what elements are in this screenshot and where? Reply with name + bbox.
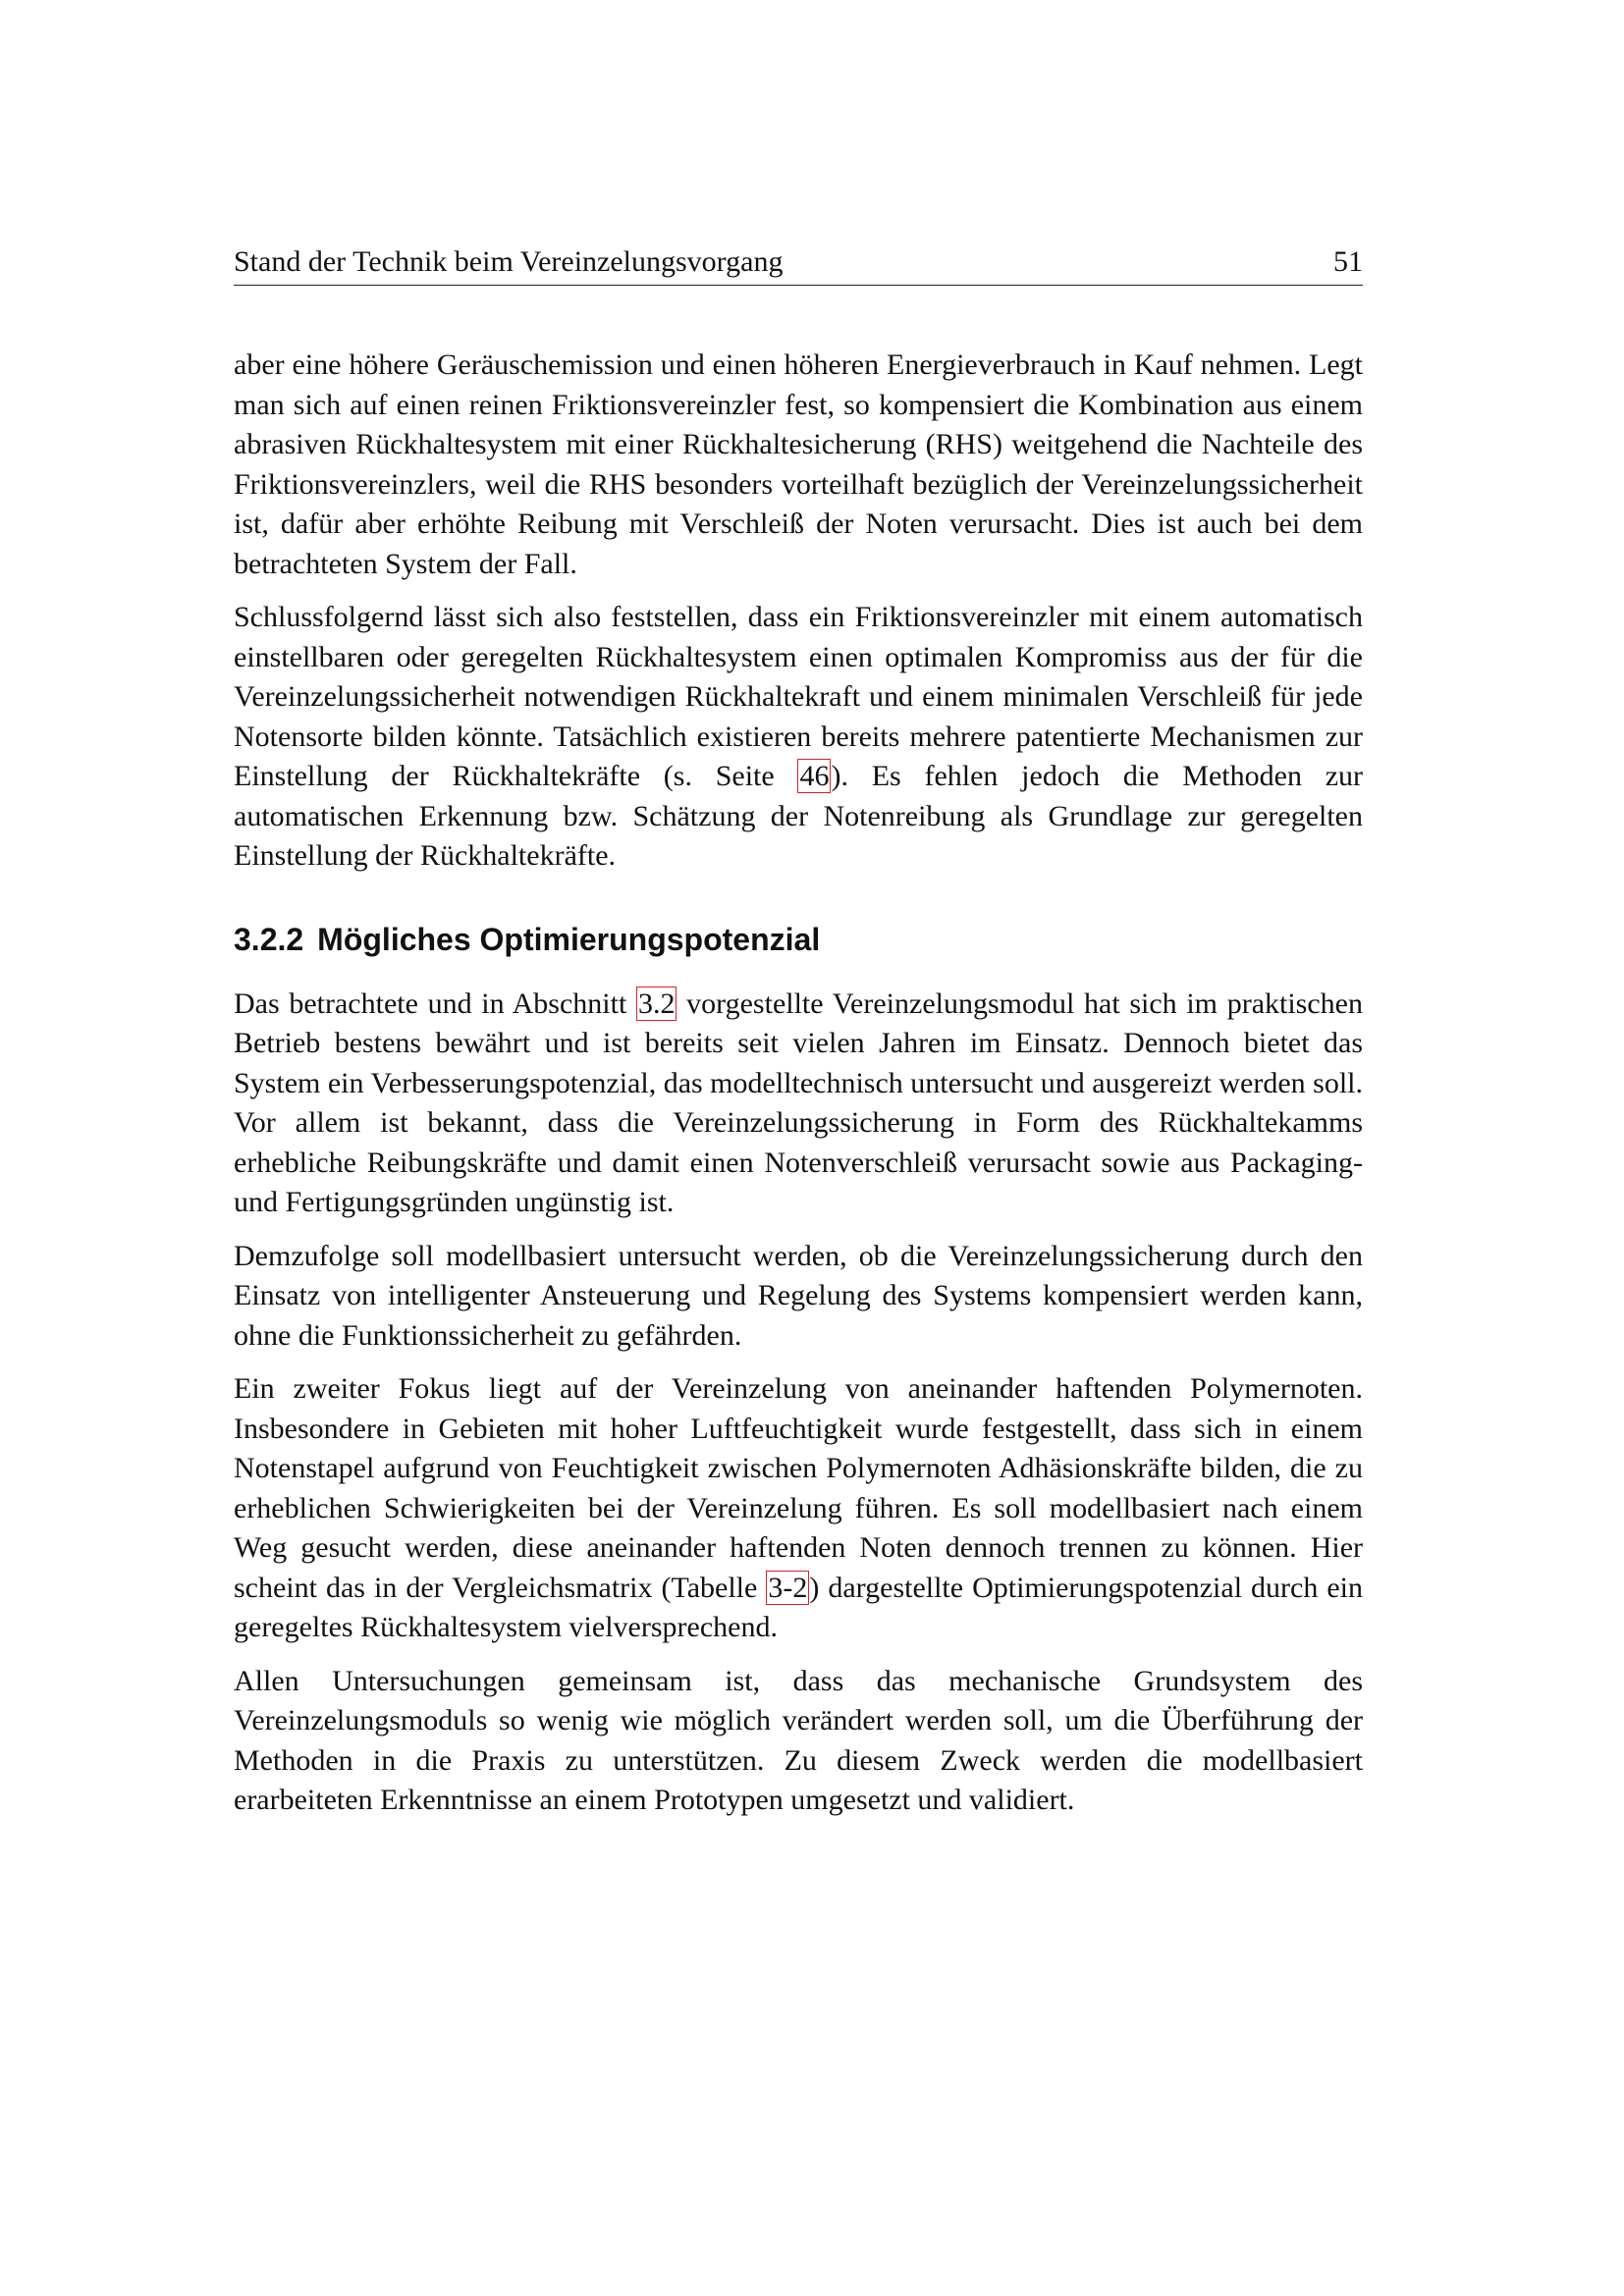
table-reference-link[interactable]: 3-2 xyxy=(768,1571,808,1604)
paragraph-2-text-b: ). Es fehlen jedoch die Methoden zur automatischen Erkennung bzw. Schätzung der Notenreibung als Grundlage zur geregelten Einstellung der Rückhaltekräfte. xyxy=(234,760,1364,872)
paragraph-6: Allen Untersuchungen gemeinsam ist, dass das mechanische Grundsystem des Vereinzelungsmoduls so wenig wie möglich verändert werden soll, um die Überführung der Methoden in die Praxis zu unterstützen. Zu diesem Zweck werden die modellbasiert erarbeiteten Erkenntnisse an einem Prototypen umgesetzt und validiert. xyxy=(234,1664,1363,1816)
paragraph-5 xyxy=(234,1369,1363,1648)
section-heading xyxy=(234,920,1363,959)
paragraph-1: aber eine höhere Geräuschemission und einen höheren Energieverbrauch in Kauf nehmen. Legt man sich auf einen reinen Friktionsvereinzler fest, so kompensiert die Kombination aus einem abrasiven Rückhaltesystem mit einer Rückhaltesicherung (RHS) weitgehend die Nachteile des Friktionsvereinzlers, weil die RHS besonders vorteilhaft bezüglich der Vereinzelungssicherheit ist, dafür aber erhöhte Reibung mit Verschleiß der Noten verursacht. Dies ist auch bei dem betrachteten System der Fall. xyxy=(234,348,1363,580)
paragraph-2-text-a: Schlussfolgernd lässt sich also feststellen, dass ein Friktionsvereinzler mit einem automatisch einstellbaren oder geregelten Rückhaltesystem einen optimalen Kompromiss aus der für die Vereinzelungssicherheit notwendigen Rückhaltekraft und einem minimalen Verschleiß für jede Notensorte bilden könnte. Tatsächlich existieren bereits mehrere patentierte Mechanismen zur Einstellung der Rückhaltekräfte (s. Seite xyxy=(234,601,1363,792)
paragraph-3-text-b: vorgestellte Vereinzelungsmodul hat sich im praktischen Betrieb bestens bewährt und ist bereits seit vielen Jahren im Einsatz. Dennoch bietet das System ein Verbesserungspotenzial, das modelltechnisch untersucht und ausgereizt werden soll. Vor allem ist bekannt, dass die Vereinzelungssicherung in Form des Rückhaltekamms erhebliche Reibungskräfte und damit einen Notenverschleiß verursacht sowie aus Packaging- und Fertigungsgründen ungünstig ist. xyxy=(234,987,1363,1218)
paragraph-4: Demzufolge soll modellbasiert untersucht werden, ob die Vereinzelungssicherung durch den Einsatz von intelligenter Ansteuerung und Regelung des Systems kompensiert werden kann, ohne die Funktionssicherheit zu gefährden. xyxy=(234,1239,1363,1352)
section-number: 3.2.2 xyxy=(234,921,304,957)
body-text xyxy=(234,346,1363,1835)
section-reference-link[interactable]: 3.2 xyxy=(637,987,676,1020)
running-header xyxy=(234,241,1363,286)
running-header-title: Stand der Technik beim Vereinzelungsvorgang xyxy=(234,245,784,278)
section-title: Mögliches Optimierungspotenzial xyxy=(317,921,821,957)
paragraph-5-text-a: Ein zweiter Fokus liegt auf der Vereinzelung von aneinander haftenden Polymernoten. Insbesondere in Gebieten mit hoher Luftfeuchtigkeit wurde festgestellt, dass sich in einem Notenstapel aufgrund von Feuchtigkeit zwischen Polymernoten Adhäsionskräfte bilden, die zu erheblichen Schwierigkeiten bei der Vereinzelung führen. Es soll modellbasiert nach einem Weg gesucht werden, diese aneinander haftenden Noten dennoch trennen zu können. Hier scheint das in der Vergleichsmatrix (Tabelle xyxy=(234,1372,1363,1604)
paragraph-3 xyxy=(234,985,1363,1223)
page-reference-link[interactable]: 46 xyxy=(799,760,830,792)
paragraph-3-text-a: Das betrachtete und in Abschnitt xyxy=(234,987,636,1020)
page-number: 51 xyxy=(1333,245,1363,278)
paragraph-2 xyxy=(234,598,1363,877)
paragraph-5-text-b: ) dargestellte Optimierungspotenzial durch ein geregeltes Rückhaltesystem vielversprechend. xyxy=(234,1571,1364,1643)
